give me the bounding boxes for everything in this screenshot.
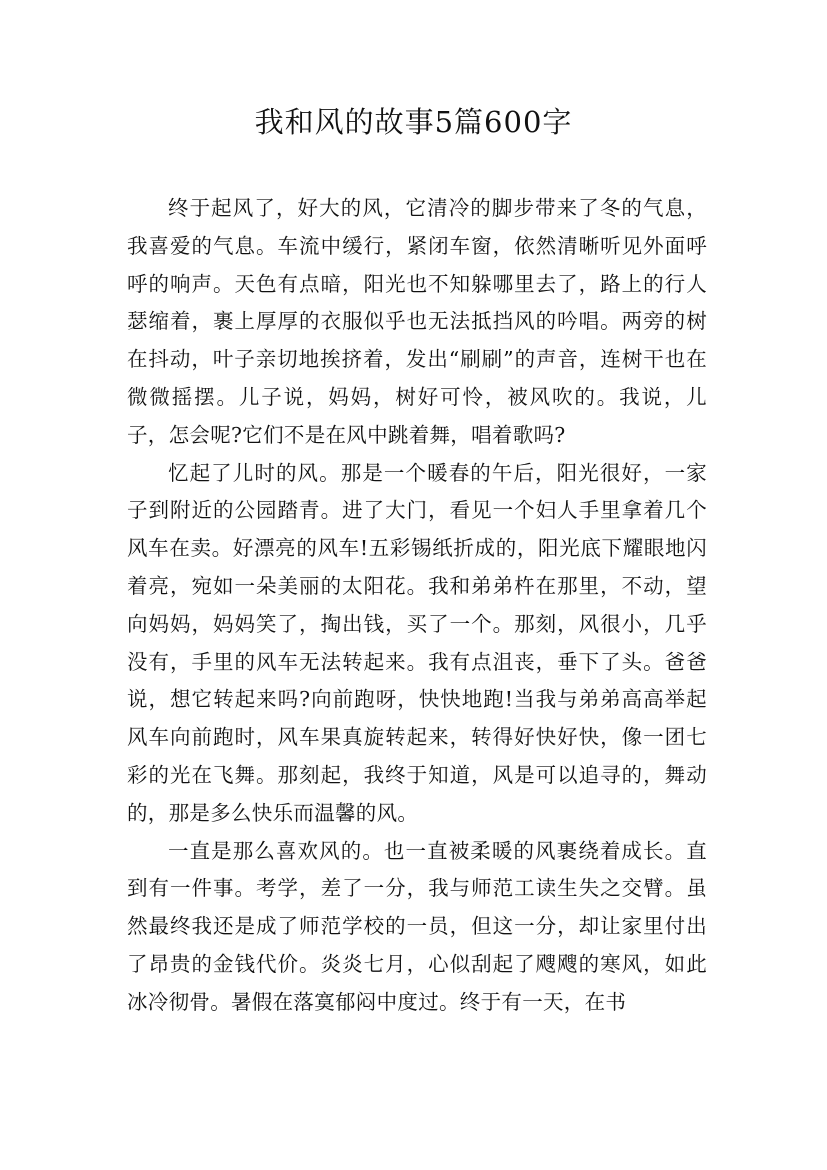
paragraph: 一直是那么喜欢风的。也一直被柔暖的风裹绕着成长。直到有一件事。考学，差了一分，我与师范工读生失之交臂。虽然最终我还是成了师范学校的一员，但这一分，却让家里付出了昂贵的金钱代价。炎炎七月，心似刮起了飕飕的寒风，如此冰冷彻骨。暑假在落寞郁闷中度过。终于有一天，在书 <box>127 838 707 1014</box>
paragraph: 终于起风了，好大的风，它清冷的脚步带来了冬的气息，我喜爱的气息。车流中缓行，紧闭车窗，依然清晰听见外面呼呼的响声。天色有点暗，阳光也不知躲哪里去了，路上的行人瑟缩着，裹上厚厚的衣服似乎也无法抵挡风的吟唱。两旁的树在抖动，叶子亲切地挨挤着，发出“刷刷”的声音，连树干也在微微摇摆。儿子说，妈妈，树好可怜，被风吹的。我说，儿子，怎会呢?它们不是在风中跳着舞，唱着歌吗? <box>127 196 707 447</box>
document-title: 我和风的故事5篇600字 <box>254 105 573 139</box>
paragraph: 忆起了儿时的风。那是一个暖春的午后，阳光很好，一家子到附近的公园踏青。进了大门，看见一个妇人手里拿着几个风车在卖。好漂亮的风车!五彩锡纸折成的，阳光底下耀眼地闪着亮，宛如一朵美丽的太阳花。我和弟弟杵在那里，不动，望向妈妈，妈妈笑了，掏出钱，买了一个。那刻，风很小，几乎没有，手里的风车无法转起来。我有点沮丧，垂下了头。爸爸说，想它转起来吗?向前跑呀，快快地跑!当我与弟弟高高举起风车向前跑时，风车果真旋转起来，转得好快好快，像一团七彩的光在飞舞。那刻起，我终于知道，风是可以追寻的，舞动的，那是多么快乐而温馨的风。 <box>127 460 707 825</box>
document-body <box>127 190 707 1022</box>
